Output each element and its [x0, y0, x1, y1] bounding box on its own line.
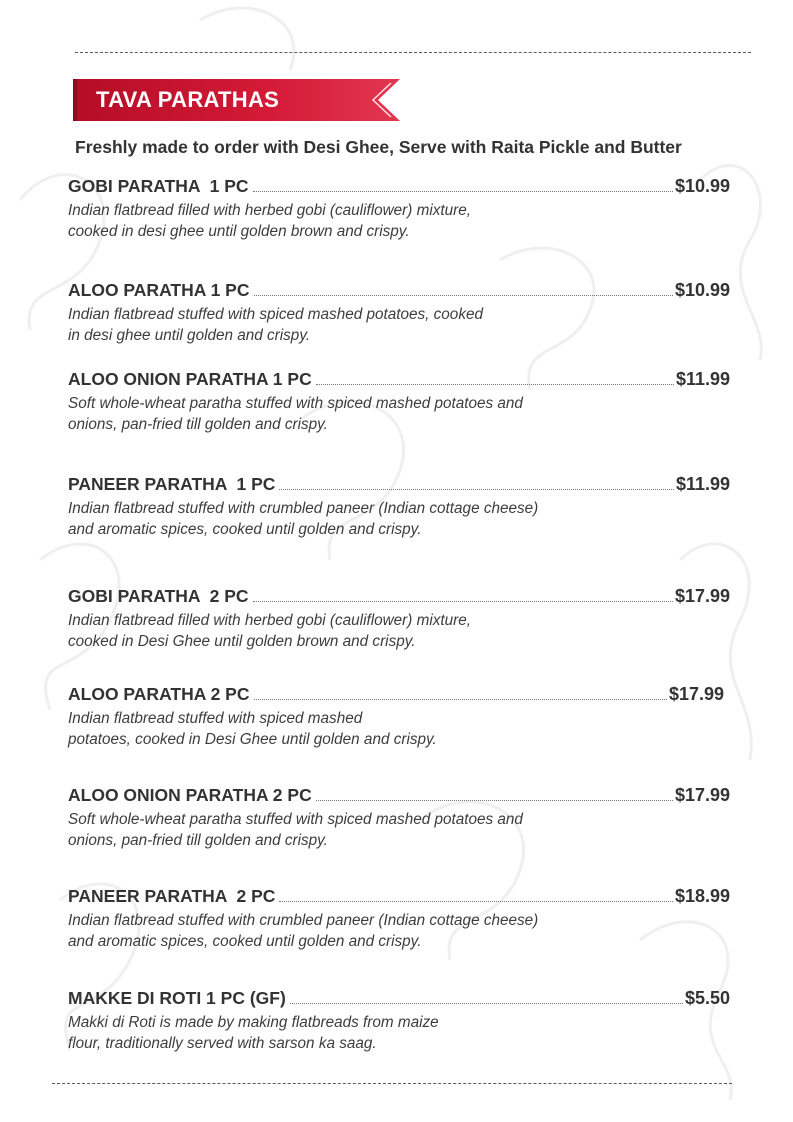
- dotted-leader: [253, 191, 673, 192]
- bottom-dashed-divider: [52, 1083, 732, 1084]
- menu-item: [68, 785, 730, 851]
- menu-item: [68, 176, 730, 242]
- item-description: Indian flatbread filled with herbed gobi (cauliflower) mixture, cooked in desi ghee until golden brown and crispy.: [68, 202, 472, 240]
- menu-item: [68, 988, 730, 1054]
- item-description: Soft whole-wheat paratha stuffed with spiced mashed potatoes and onions, pan-fried till golden and crispy.: [68, 811, 523, 849]
- section-subtitle: Freshly made to order with Desi Ghee, Serve with Raita Pickle and Butter: [75, 137, 682, 157]
- item-name: PANEER PARATHA 2 PC: [68, 886, 276, 906]
- item-description: Indian flatbread stuffed with crumbled paneer (Indian cottage cheese) and aromatic spices, cooked until golden and crispy.: [68, 500, 539, 538]
- item-description: Indian flatbread stuffed with crumbled paneer (Indian cottage cheese) and aromatic spices, cooked until golden and crispy.: [68, 912, 539, 950]
- menu-item: [68, 280, 730, 346]
- top-dashed-divider: [75, 52, 751, 53]
- item-description: Indian flatbread stuffed with spiced mashed potatoes, cooked in Desi Ghee until golden and crispy.: [68, 710, 437, 748]
- item-description: Indian flatbread filled with herbed gobi (cauliflower) mixture, cooked in Desi Ghee until golden brown and crispy.: [68, 612, 472, 650]
- menu-item: [68, 586, 730, 652]
- item-price: $10.99: [674, 280, 730, 300]
- item-name: GOBI PARATHA 1 PC: [68, 176, 249, 196]
- item-price: $11.99: [675, 474, 730, 494]
- item-name: GOBI PARATHA 2 PC: [68, 586, 249, 606]
- menu-item: [68, 886, 730, 952]
- menu-item: [68, 684, 724, 750]
- item-name: PANEER PARATHA 1 PC: [68, 474, 276, 494]
- dotted-leader: [254, 699, 667, 700]
- dotted-leader: [316, 384, 674, 385]
- section-title: TAVA PARATHAS: [96, 87, 280, 112]
- dotted-leader: [279, 489, 674, 490]
- menu-item: [68, 369, 730, 435]
- item-name: ALOO PARATHA 1 PC: [68, 280, 250, 300]
- item-name: ALOO ONION PARATHA 2 PC: [68, 785, 312, 805]
- item-name: MAKKE DI ROTI 1 PC (GF): [68, 988, 286, 1008]
- menu-item: [68, 474, 730, 540]
- item-price: $17.99: [668, 684, 724, 704]
- item-price: $17.99: [674, 586, 730, 606]
- item-price: $10.99: [674, 176, 730, 196]
- item-description: Indian flatbread stuffed with spiced mashed potatoes, cooked in desi ghee until golden and crispy.: [68, 306, 483, 344]
- item-price: $11.99: [675, 369, 730, 389]
- dotted-leader: [254, 295, 673, 296]
- item-price: $5.50: [684, 988, 730, 1008]
- dotted-leader: [253, 601, 673, 602]
- item-description: Makki di Roti is made by making flatbreads from maize flour, traditionally served with sarson ka saag.: [68, 1014, 439, 1052]
- dotted-leader: [279, 901, 673, 902]
- dotted-leader: [290, 1003, 683, 1004]
- item-name: ALOO PARATHA 2 PC: [68, 684, 250, 704]
- item-name: ALOO ONION PARATHA 1 PC: [68, 369, 312, 389]
- dotted-leader: [316, 800, 673, 801]
- item-price: $18.99: [674, 886, 730, 906]
- item-price: $17.99: [674, 785, 730, 805]
- item-description: Soft whole-wheat paratha stuffed with spiced mashed potatoes and onions, pan-fried till golden and crispy.: [68, 395, 523, 433]
- section-banner: [73, 79, 400, 121]
